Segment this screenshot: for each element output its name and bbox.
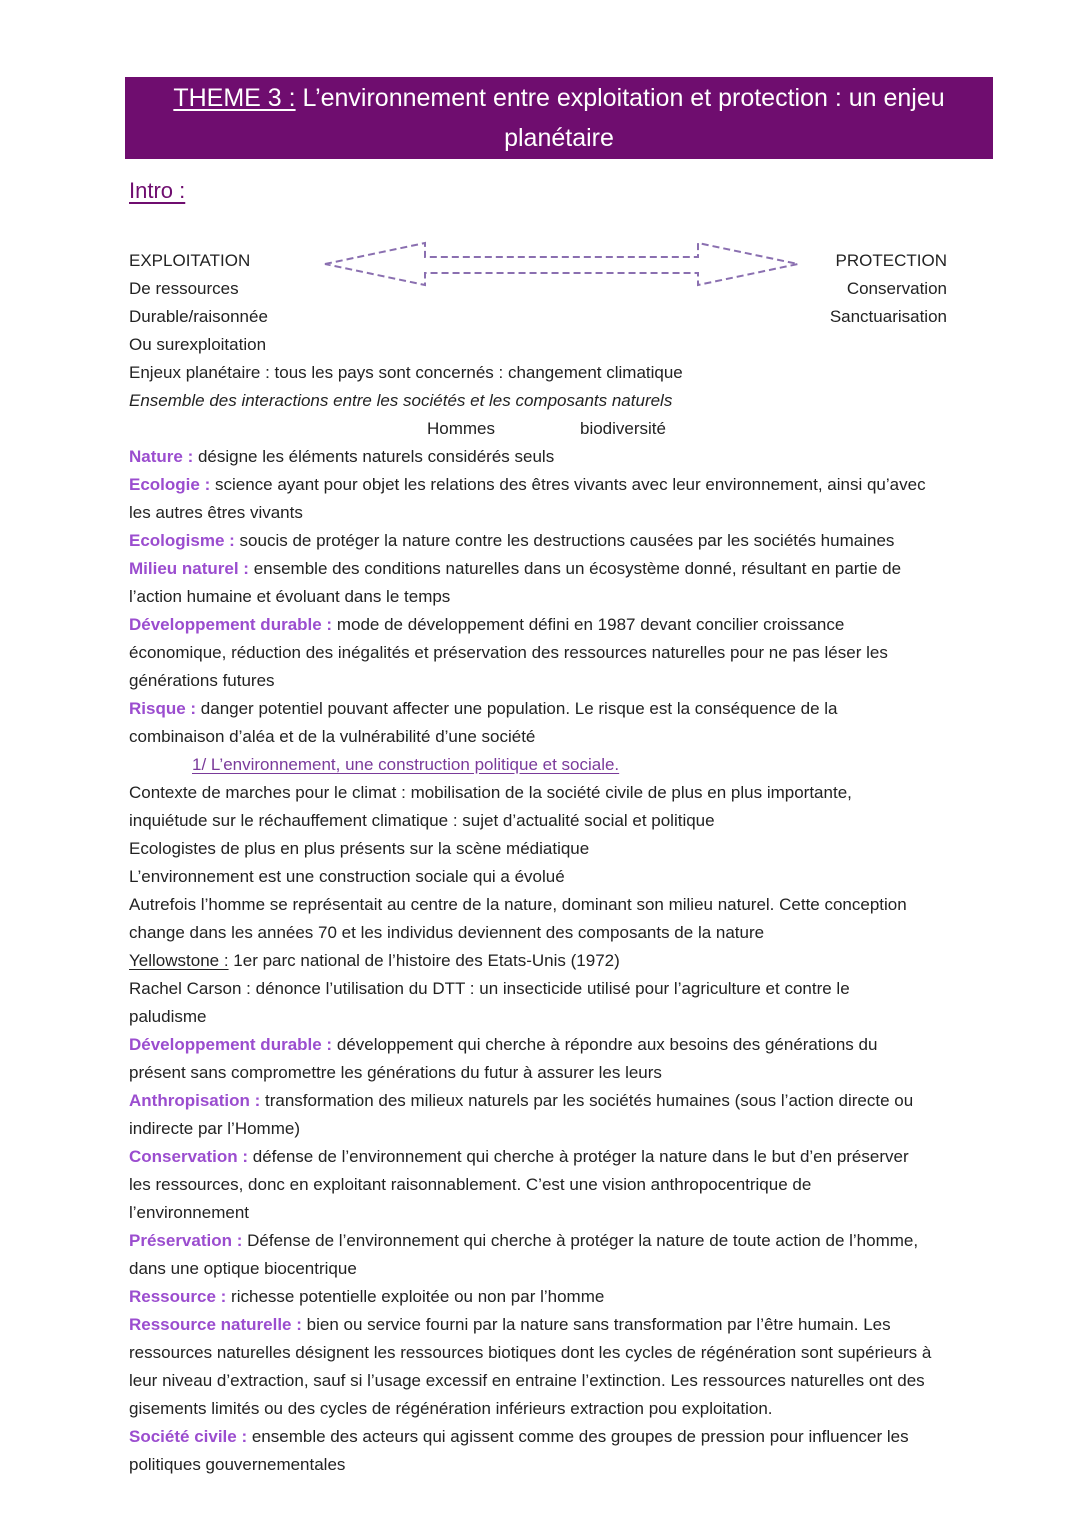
paragraph-line: Autrefois l’homme se représentait au centre de la nature, dominant son milieu naturel. Cette conception (129, 895, 907, 914)
banner-title: L’environnement entre exploitation et protection : un enjeu (295, 84, 945, 112)
definition-text: ensemble des conditions naturelles dans un écosystème donné, résultant en partie de (248, 559, 902, 578)
definition-text: danger potentiel pouvant affecter une population. Le risque est la conséquence de la (196, 699, 838, 718)
hommes-label: Hommes (427, 419, 496, 438)
exploitation-line: Ou surexploitation (129, 335, 267, 354)
definition-term: Anthropisation : (129, 1091, 261, 1110)
yellowstone-text: 1er parc national de l’histoire des Etats-Unis (1972) (228, 951, 620, 970)
exploitation-line: Durable/raisonnée (129, 307, 268, 326)
paragraph-line: Contexte de marches pour le climat : mobilisation de la société civile de plus en plus importante, (129, 783, 852, 802)
definition-ecologisme (129, 530, 894, 552)
definition-developpement-durable-2 (129, 1034, 877, 1056)
definition-term: Conservation : (129, 1147, 249, 1166)
banner-title-line1 (125, 78, 993, 118)
definition-text: transformation des milieux naturels par les sociétés humaines (sous l’action directe ou (260, 1091, 914, 1110)
definition-text: mode de développement défini en 1987 devant concilier croissance (332, 615, 845, 634)
definition-text: richesse potentielle exploitée ou non par l’homme (226, 1287, 605, 1306)
definition-text: bien ou service fourni par la nature sans transformation par l’être humain. Les (301, 1315, 891, 1334)
definition-text: Défense de l’environnement qui cherche à protéger la nature de toute action de l’homme, (242, 1231, 919, 1250)
banner-title-line2: planétaire (504, 124, 614, 152)
biodiversite-label: biodiversité (580, 419, 666, 438)
definition-term: Ecologisme : (129, 531, 235, 550)
section-title: 1/ L’environnement, une construction politique et sociale. (192, 755, 620, 774)
definition-term: Développement durable : (129, 1035, 333, 1054)
definition-term: Société civile : (129, 1427, 248, 1446)
definition-term: Nature : (129, 447, 194, 466)
definition-text: ensemble des acteurs qui agissent comme des groupes de pression pour influencer les (247, 1427, 909, 1446)
definition-term: Milieu naturel : (129, 559, 249, 578)
ensemble-line: Ensemble des interactions entre les sociétés et les composants naturels (129, 391, 673, 410)
definition-ressource (129, 1286, 604, 1308)
definition-term: Risque : (129, 699, 197, 718)
enjeux-line: Enjeux planétaire : tous les pays sont concernés : changement climatique (129, 363, 683, 382)
theme-label: THEME 3 : (173, 84, 296, 112)
definition-text: l’action humaine et évoluant dans le temps (129, 587, 451, 606)
definition-ecologie (129, 474, 926, 496)
definition-preservation (129, 1230, 918, 1252)
theme-banner (125, 77, 993, 159)
definition-text: les autres êtres vivants (129, 503, 303, 522)
definition-term: Ecologie : (129, 475, 211, 494)
definition-term: Ressource naturelle : (129, 1315, 302, 1334)
definition-text: désigne les éléments naturels considérés seuls (193, 447, 555, 466)
paragraph-line: L’environnement est une construction sociale qui a évolué (129, 867, 565, 886)
definition-text: leur niveau d’extraction, sauf si l’usage excessif en entraine l’extinction. Les ressources naturelles ont des (129, 1371, 925, 1390)
paragraph-line: Rachel Carson : dénonce l’utilisation du DTT : un insecticide utilisé pour l’agriculture et contre le (129, 979, 850, 998)
protection-line: Sanctuarisation (829, 307, 947, 326)
definition-text: science ayant pour objet les relations des êtres vivants avec leur environnement, ainsi qu’avec (210, 475, 926, 494)
definition-text: indirecte par l’Homme) (129, 1119, 300, 1138)
yellowstone-label: Yellowstone : (129, 951, 229, 970)
definition-text: l’environnement (129, 1203, 250, 1222)
definition-text: combinaison d’aléa et de la vulnérabilité d’une société (129, 727, 536, 746)
definition-text: politiques gouvernementales (129, 1455, 346, 1474)
paragraph-line: paludisme (129, 1007, 207, 1026)
definition-developpement-durable (129, 614, 844, 636)
definition-text: dans une optique biocentrique (129, 1259, 357, 1278)
paragraph-line: change dans les années 70 et les individus deviennent des composants de la nature (129, 923, 765, 942)
double-arrow-icon (320, 237, 810, 297)
yellowstone-line (129, 950, 620, 972)
definition-term: Ressource : (129, 1287, 227, 1306)
definition-text: défense de l’environnement qui cherche à protéger la nature dans le but d’en préserver (248, 1147, 909, 1166)
paragraph-line: Ecologistes de plus en plus présents sur la scène médiatique (129, 839, 590, 858)
definition-term: Développement durable : (129, 615, 333, 634)
protection-line: Conservation (846, 279, 947, 298)
definition-text: générations futures (129, 671, 275, 690)
paragraph-line: inquiétude sur le réchauffement climatique : sujet d’actualité social et politique (129, 811, 715, 830)
definition-milieu-naturel (129, 558, 901, 580)
definition-text: présent sans compromettre les générations du futur à assurer les leurs (129, 1063, 662, 1082)
exploitation-label: EXPLOITATION (129, 251, 251, 270)
definition-text: économique, réduction des inégalités et préservation des ressources naturelles pour ne pas léser les (129, 643, 888, 662)
definition-text: ressources naturelles désignent les ressources biotiques dont les cycles de régénération sont supérieurs à (129, 1343, 932, 1362)
definition-conservation (129, 1146, 909, 1168)
definition-term: Préservation : (129, 1231, 243, 1250)
definition-text: gisements limités ou des cycles de régénération inférieurs extraction pou exploitation. (129, 1399, 773, 1418)
exploitation-line: De ressources (129, 279, 239, 298)
definition-risque (129, 698, 838, 720)
definition-nature (129, 446, 554, 468)
definition-societe-civile (129, 1426, 909, 1448)
definition-ressource-naturelle (129, 1314, 891, 1336)
definition-text: soucis de protéger la nature contre les destructions causées par les sociétés humaines (234, 531, 895, 550)
protection-label: PROTECTION (835, 251, 947, 270)
definition-text: développement qui cherche à répondre aux besoins des générations du (332, 1035, 878, 1054)
intro-heading: Intro : (129, 178, 186, 203)
definition-text: les ressources, donc en exploitant raisonnablement. C’est une vision anthropocentrique de (129, 1175, 812, 1194)
definition-anthropisation (129, 1090, 913, 1112)
